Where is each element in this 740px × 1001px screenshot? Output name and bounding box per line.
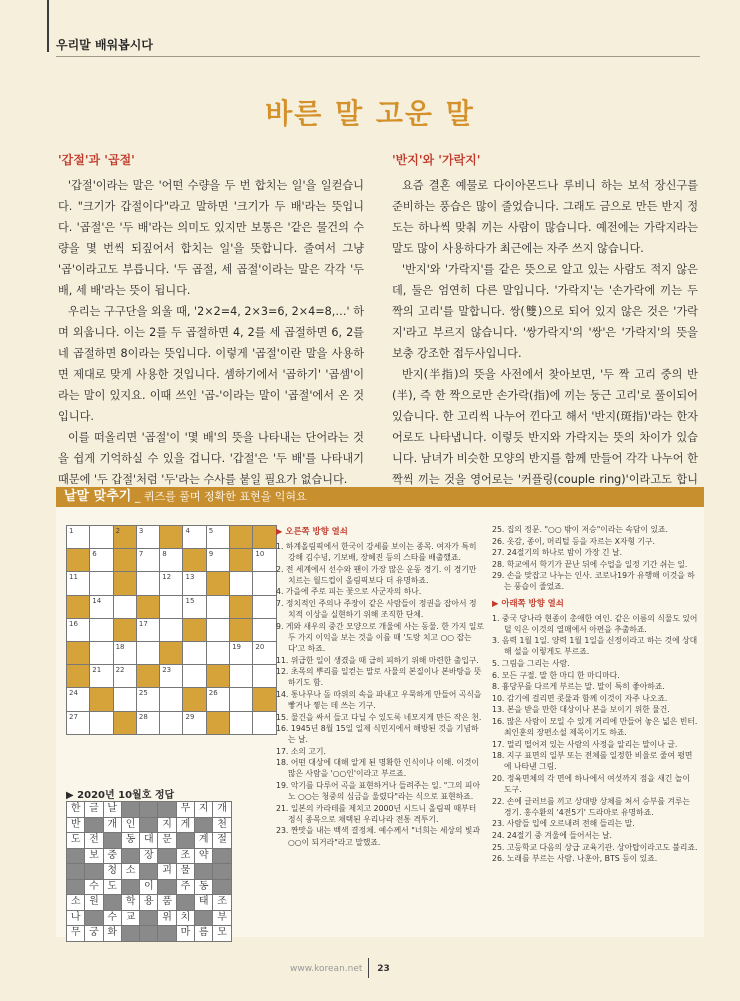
crossword-block <box>114 712 137 735</box>
answer-cell: 이 <box>140 880 158 896</box>
clue-item: 11. 위급한 일이 생겼을 때 급히 피하기 위해 마련한 출입구. <box>276 655 479 665</box>
clue-item: 19. 악기를 다루어 곡을 표현하거나 들려주는 일. "그의 피아노 ○○는 청중의 심금을 울렸다"라는 식으로 표현하죠. <box>276 781 480 802</box>
answer-cell <box>158 849 176 865</box>
paragraph: '반지'와 '가락지'를 같은 뜻으로 알고 있는 사람도 적지 않은데, 둘은 엄연히 다른 말입니다. '가락지'는 '손가락에 끼는 두 짝의 고리'를 말합니다. 쌍(雙)으로 되어 있지 않은 것은 '가락지'라고 부르지 않습니다. '쌍가락지'의 '쌍'은 '가락지'의 뜻을 보충 강조한 접두사입니다. <box>392 263 698 360</box>
paragraph: 우리는 구구단을 외울 때, '2×2=4, 2×3=6, 2×4=8,…' 하며 외웁니다. 이는 2를 두 곱절하면 4, 2를 세 곱절하면 6, 2를 네 곱절하면 8이라는 뜻입니다. 이렇게 '곱절'이란 말을 사용하면 제대로 맞게 사용한 것입니다. 셈하기에서 '곱하기' '곱셈'이라는 말이 있지요. 이때 쓰인 '곱-'이라는 말이 '곱절'에서 온 것입니다. <box>58 305 364 423</box>
crossword-block <box>114 619 137 642</box>
answer-cell <box>213 849 231 865</box>
answer-cell <box>177 833 195 849</box>
crossword-cell[interactable]: 27 <box>67 712 90 735</box>
clue-item: 23. 사람들 입에 오르내려 전해 들리는 말. <box>492 819 635 829</box>
answer-cell <box>104 833 122 849</box>
clue-item: 28. 학교에서 학기가 끝난 뒤에 수업을 일정 기간 쉬는 일. <box>492 559 688 569</box>
answer-cell: 대 <box>140 833 158 849</box>
clue-item: 4. 가을에 주로 피는 꽃으로 사군자의 하나. <box>276 587 422 597</box>
clue-item: 18. 지구 표면의 일부 또는 전체를 일정한 비율로 줄여 평면에 나타낸 그림. <box>492 751 693 772</box>
crossword-cell[interactable] <box>183 665 206 688</box>
answer-grid <box>66 801 232 942</box>
answer-cell: 치 <box>177 911 195 927</box>
clue-item: 9. 게와 새우의 중간 모양으로 개울에 사는 동물. 한 가지 일로 두 가지 이익을 보는 것을 이를 때 '도랑 치고 ○○ 잡는다'고 하죠. <box>276 621 484 653</box>
crossword-block <box>137 596 160 619</box>
answer-cell: 동 <box>195 880 213 896</box>
clue-item: 17. 멀리 떨어져 있는 사람의 사정을 알리는 말이나 글. <box>492 739 678 749</box>
clue-item: 8. 흉당무를 다르게 부르는 말. 말이 특히 좋아하죠. <box>492 682 665 692</box>
crossword-cell[interactable] <box>207 619 230 642</box>
crossword-cell[interactable] <box>253 665 276 688</box>
answer-cell: 반 <box>67 818 85 834</box>
clue-item: 26. 옷감, 종이, 머리털 등을 자르는 X자형 기구. <box>492 536 656 546</box>
crossword-cell[interactable]: 16 <box>67 619 90 642</box>
answer-cell: 모 <box>213 926 231 942</box>
answer-cell: 개 <box>104 818 122 834</box>
crossword-cell[interactable] <box>207 642 230 665</box>
footer <box>290 964 390 974</box>
answer-cell: 청 <box>104 864 122 880</box>
answer-cell <box>195 864 213 880</box>
answer-cell <box>140 864 158 880</box>
quiz-subtitle: _ 퀴즈를 풀며 정확한 표현을 익혀요 <box>134 490 307 503</box>
crossword-cell[interactable] <box>230 665 253 688</box>
answer-cell <box>140 926 158 942</box>
clue-item: 10. 감기에 걸리면 콧물과 함께 이것이 자주 나오죠. <box>492 693 668 703</box>
answers-title: ▶ 2020년 10월호 정답 <box>66 790 175 801</box>
crossword-block <box>160 526 183 549</box>
clue-item: 14. 통나무나 돌 따위의 속을 파내고 우묵하게 만들어 곡식을 빻거나 찧는 데 쓰는 기구. <box>276 689 482 710</box>
crossword-cell[interactable] <box>114 596 137 619</box>
answer-cell <box>140 911 158 927</box>
paragraph: '갑절'이라는 말은 '어떤 수량을 두 번 합치는 일'을 일컫습니다. "크기가 갑절이다"라고 말하면 '크기가 두 배'라는 뜻입니다. '곱절'은 '두 배'라는 의미도 있지만 보통은 '같은 물건의 수량을 몇 번씩 되짚어서 합치는 일'을 뜻합니다. 줄여서 그냥 '곱'이라고도 부릅니다. '두 곱절, 세 곱절'이라는 말은 각각 '두 배, 세 배'라는 뜻이 됩니다. <box>58 179 364 297</box>
crossword-cell[interactable] <box>90 526 113 549</box>
crossword-cell[interactable] <box>90 572 113 595</box>
answer-cell <box>85 818 103 834</box>
answer-cell: 인 <box>122 818 140 834</box>
header-rule <box>47 0 49 52</box>
crossword-cell[interactable] <box>253 712 276 735</box>
page-title: 바른 말 고운 말 <box>265 97 475 130</box>
answer-cell <box>104 895 122 911</box>
crossword-cell[interactable] <box>230 712 253 735</box>
crossword-cell[interactable] <box>160 688 183 711</box>
paragraph: 이를 떠올리면 '곱절'이 '몇 배'의 뜻을 나타내는 단어라는 것을 쉽게 기억하실 수 있을 겁니다. '갑절'은 '두 배'를 나타내기 때문에 '두 갑절'처럼 '두'라는 수사를 붙일 필요가 없습니다. <box>58 431 364 486</box>
crossword-cell[interactable]: 13 <box>183 572 206 595</box>
down-heading: ▶ 아래쪽 방향 열쇠 <box>492 597 564 608</box>
answer-cell: 학 <box>122 895 140 911</box>
answer-cell <box>85 911 103 927</box>
crossword-cell[interactable]: 10 <box>253 549 276 572</box>
across-heading: ▶ 오른쪽 방향 열쇠 <box>276 526 348 536</box>
answer-cell <box>85 864 103 880</box>
answer-cell <box>213 880 231 896</box>
crossword-cell[interactable]: 15 <box>183 596 206 619</box>
crossword-block <box>253 688 276 711</box>
divider <box>56 56 700 57</box>
answer-cell: 름 <box>195 926 213 942</box>
answer-cell <box>195 911 213 927</box>
crossword-cell[interactable]: 9 <box>207 549 230 572</box>
crossword-block <box>114 549 137 572</box>
clue-item: 5. 그림을 그리는 사람. <box>492 659 570 669</box>
answer-cell: 물 <box>177 864 195 880</box>
clue-item: 24. 24절기 중 겨울에 들어서는 날. <box>492 830 613 840</box>
answer-cell: 품 <box>158 895 176 911</box>
crossword-cell[interactable] <box>90 712 113 735</box>
answer-cell <box>213 864 231 880</box>
paragraph: 반지(半指)의 뜻을 사전에서 찾아보면, '두 짝 고리 중의 반(半), 즉 한 짝으로만 손가락(指)에 끼는 둥근 고리'로 풀이되어 있습니다. 한 고리씩 나누어 낀다고 해서 '반지(斑指)'라는 한자어로도 나타냅니다. 이렇듯 반지와 가락지는 뜻의 차이가 있습니다. 남녀가 비슷한 모양의 반지를 함께 만들어 각각 나누어 한 짝씩 끼는 것을 영어로는 '커플링(couple ring)'이라고도 합니 <box>392 368 698 486</box>
quiz-header <box>56 487 704 507</box>
crossword-block <box>114 572 137 595</box>
crossword-block <box>183 549 206 572</box>
crossword-cell[interactable]: 25 <box>137 688 160 711</box>
crossword-cell[interactable]: 23 <box>160 665 183 688</box>
crossword-cell[interactable]: 3 <box>137 526 160 549</box>
crossword-cell[interactable] <box>253 619 276 642</box>
clue-item: 23. 짠맛을 내는 백색 결정체. 예수께서 "너희는 세상의 빛과 ○○이 되거라"라고 말했죠. <box>276 826 480 847</box>
answer-cell: 장 <box>140 849 158 865</box>
crossword-cell[interactable] <box>114 688 137 711</box>
answer-cell: 도 <box>104 880 122 896</box>
answer-cell: 조 <box>213 895 231 911</box>
answer-cell <box>122 802 140 818</box>
answer-cell: 교 <box>122 911 140 927</box>
crossword-block <box>230 526 253 549</box>
crossword-cell[interactable]: 14 <box>90 596 113 619</box>
clue-item: 20. 정육면체의 각 면에 하나에서 여섯까지 점을 새긴 놀이 도구. <box>492 773 690 795</box>
answer-cell: 보 <box>85 849 103 865</box>
clue-item: 3. 음력 1월 1일. 양력 1월 1일을 신정이라고 하는 것에 상대해 설을 이렇게도 부르죠. <box>492 636 698 657</box>
answer-cell: 도 <box>67 833 85 849</box>
answer-cell: 개 <box>213 802 231 818</box>
crossword-cell[interactable]: 26 <box>207 688 230 711</box>
crossword-block <box>230 596 253 619</box>
footer-url: www.korean.net <box>290 964 363 974</box>
crossword-cell[interactable] <box>160 712 183 735</box>
answer-cell <box>67 864 85 880</box>
crossword-cell[interactable]: 6 <box>90 549 113 572</box>
crossword-cell[interactable] <box>253 596 276 619</box>
crossword-block <box>207 572 230 595</box>
crossword-cell[interactable]: 1 <box>67 526 90 549</box>
crossword-block <box>160 642 183 665</box>
page-number: 23 <box>377 964 390 974</box>
crossword-cell[interactable] <box>230 688 253 711</box>
crossword-cell[interactable]: 17 <box>137 619 160 642</box>
crossword-block <box>230 549 253 572</box>
clues-col-2 <box>492 524 698 865</box>
answer-cell <box>67 880 85 896</box>
crossword-cell[interactable]: 4 <box>183 526 206 549</box>
answer-cell: 글 <box>85 802 103 818</box>
clue-item: 12. 초목의 뿌리를 일컫는 말로 사물의 본질이나 본바탕을 뜻하기도 함. <box>276 667 482 688</box>
article-heading: '반지'와 '가락지' <box>392 153 481 167</box>
clue-item: 17. 소의 고기. <box>276 746 326 756</box>
answer-cell: 용 <box>140 895 158 911</box>
crossword-cell[interactable]: 22 <box>114 665 137 688</box>
crossword-block <box>137 665 160 688</box>
answer-cell <box>67 849 85 865</box>
answer-cell <box>140 802 158 818</box>
crossword-cell[interactable]: 7 <box>137 549 160 572</box>
answer-cell: 마 <box>177 926 195 942</box>
answer-cell <box>158 802 176 818</box>
crossword-cell[interactable] <box>90 619 113 642</box>
crossword-cell[interactable]: 8 <box>160 549 183 572</box>
crossword-cell[interactable] <box>90 642 113 665</box>
crossword-cell[interactable]: 19 <box>230 642 253 665</box>
crossword-cell[interactable] <box>137 642 160 665</box>
answer-cell: 계 <box>195 833 213 849</box>
answer-cell: 조 <box>177 849 195 865</box>
crossword-cell[interactable] <box>137 572 160 595</box>
crossword-cell[interactable]: 12 <box>160 572 183 595</box>
crossword-block <box>207 665 230 688</box>
crossword-block <box>90 688 113 711</box>
quiz-title: 낱말 맞추기 <box>64 489 132 504</box>
answer-cell <box>122 849 140 865</box>
answer-cell: 문 <box>158 833 176 849</box>
answer-cell: 절 <box>213 833 231 849</box>
crossword-grid <box>66 525 277 735</box>
crossword-cell[interactable]: 29 <box>183 712 206 735</box>
crossword-block <box>67 596 90 619</box>
answer-cell: 부 <box>213 911 231 927</box>
clue-item: 6. 모든 구절. 말 한 마디 한 마디마다. <box>492 670 620 680</box>
answer-cell: 무 <box>67 926 85 942</box>
clue-item: 22. 손에 글러브를 끼고 상대방 상체를 쳐서 승부를 겨루는 경기. 홍수환의 '4전5기' 드라마로 유명하죠. <box>492 796 690 817</box>
crossword-cell[interactable]: 28 <box>137 712 160 735</box>
crossword-block <box>183 688 206 711</box>
article-right <box>392 150 698 511</box>
answer-cell <box>140 818 158 834</box>
crossword-block <box>230 619 253 642</box>
crossword-cell[interactable] <box>253 572 276 595</box>
answer-cell: 날 <box>104 802 122 818</box>
clue-item: 1. 하계올림픽에서 한국이 강세를 보이는 종목. 여자가 특히 강해 김수녕, 기보배, 장혜진 등의 스타를 배출했죠. <box>276 542 477 563</box>
answer-cell: 원 <box>85 895 103 911</box>
answer-cell: 주 <box>177 880 195 896</box>
crossword-block <box>183 619 206 642</box>
answer-cell: 위 <box>158 911 176 927</box>
crossword-block <box>67 642 90 665</box>
answer-cell: 약 <box>195 849 213 865</box>
crossword-cell[interactable] <box>160 596 183 619</box>
section-label: 우리말 배워봅시다 <box>56 38 153 52</box>
clue-item: 16. 많은 사람이 모일 수 있게 거리에 만들어 놓은 넓은 빈터. 최인훈의 장편소설 제목이기도 하죠. <box>492 717 698 738</box>
crossword-cell[interactable]: 18 <box>114 642 137 665</box>
crossword-block <box>207 712 230 735</box>
answer-cell: 전 <box>85 833 103 849</box>
answer-cell: 수 <box>104 911 122 927</box>
answer-cell <box>195 818 213 834</box>
answer-cell: 소 <box>67 895 85 911</box>
crossword-cell[interactable] <box>183 642 206 665</box>
article-heading: '갑절'과 '곱절' <box>58 153 135 167</box>
answer-cell <box>158 880 176 896</box>
clue-item: 21. 일본의 카라테를 제치고 2000년 시드니 올림픽 때부터 정식 종목으로 채택된 우리나라 전통 격투기. <box>276 803 477 824</box>
answer-cell: 화 <box>104 926 122 942</box>
crossword-block <box>67 665 90 688</box>
clue-item: 25. 고등학교 다음의 상급 교육기관. 상아탑이라고도 불리죠. <box>492 842 698 852</box>
crossword-cell[interactable] <box>207 596 230 619</box>
answer-cell: 게 <box>177 818 195 834</box>
crossword-cell[interactable]: 21 <box>90 665 113 688</box>
clue-item: 15. 물건을 싸서 들고 다닐 수 있도록 네모지게 만든 작은 천. <box>276 712 482 722</box>
crossword-cell[interactable] <box>160 619 183 642</box>
article-left <box>58 150 364 490</box>
answer-cell: 천 <box>213 818 231 834</box>
answer-cell <box>158 926 176 942</box>
paragraph: 요즘 결혼 예물로 다이아몬드나 루비니 하는 보석 장신구를 준비하는 풍습은 많이 줄었습니다. 그래도 금으로 만든 반지 정도는 하나씩 맞춰 끼는 사람이 많습니다. 예전에는 가락지라는 말도 많이 사용하다가 최근에는 자주 쓰지 않습니다. <box>392 179 698 255</box>
clue-item: 16. 1945년 8월 15일 일제 식민지에서 해방된 것을 기념하는 날. <box>276 724 479 745</box>
answer-cell: 수 <box>85 880 103 896</box>
clue-item: 1. 중국 당나라 현종이 총애한 여인. 같은 이름의 식물도 있어 덜 익은 이것의 열매에서 아편을 추출하죠. <box>492 613 698 634</box>
answer-cell: 무 <box>177 802 195 818</box>
clue-item: 25. 집의 정문. "○○ 밖이 저승"이라는 속담이 있죠. <box>492 525 668 534</box>
answer-cell: 궁 <box>85 926 103 942</box>
answer-cell: 동 <box>122 833 140 849</box>
answer-cell: 괴 <box>158 864 176 880</box>
clue-item: 13. 본을 받을 만한 대상이나 본을 보이기 위한 물건. <box>492 705 670 715</box>
answer-cell: 한 <box>67 802 85 818</box>
clue-item: 27. 24절기의 하나로 밤이 가장 긴 날. <box>492 548 623 558</box>
crossword-cell[interactable]: 11 <box>67 572 90 595</box>
crossword-block: 2 <box>114 526 137 549</box>
crossword-block <box>67 549 90 572</box>
answer-cell: 지 <box>195 802 213 818</box>
answer-cell <box>122 926 140 942</box>
crossword-cell[interactable]: 20 <box>253 642 276 665</box>
answer-cell <box>177 895 195 911</box>
clue-item: 7. 정치적인 주의나 주장이 같은 사람들이 정권을 잡아서 정치적 이상을 실현하기 위해 조직한 단체. <box>276 599 477 620</box>
answer-cell <box>122 880 140 896</box>
crossword-cell[interactable]: 24 <box>67 688 90 711</box>
crossword-cell[interactable]: 5 <box>207 526 230 549</box>
answer-cell: 태 <box>195 895 213 911</box>
clue-item: 18. 어떤 대상에 대해 알게 된 명확한 인식이나 이해. 이것이 많은 사람을 '○○인'이라고 부르죠. <box>276 758 479 779</box>
clue-item: 2. 전 세계에서 선수와 팬이 가장 많은 운동 경기. 이 경기만 치르는 월드컵이 올림픽보다 더 유명하죠. <box>276 564 477 585</box>
crossword-cell[interactable] <box>230 572 253 595</box>
answer-cell: 지 <box>158 818 176 834</box>
clue-item: 26. 노래를 부르는 사람. 나훈아, BTS 등이 있죠. <box>492 854 658 864</box>
clue-item: 29. 손을 맞잡고 나누는 인사. 코로나19가 유행해 이것을 하는 풍습이 줄었죠. <box>492 571 695 592</box>
answer-cell: 소 <box>122 864 140 880</box>
crossword-block <box>253 526 276 549</box>
answer-cell: 중 <box>104 849 122 865</box>
answer-cell: 나 <box>67 911 85 927</box>
clues-col-1 <box>276 524 484 848</box>
